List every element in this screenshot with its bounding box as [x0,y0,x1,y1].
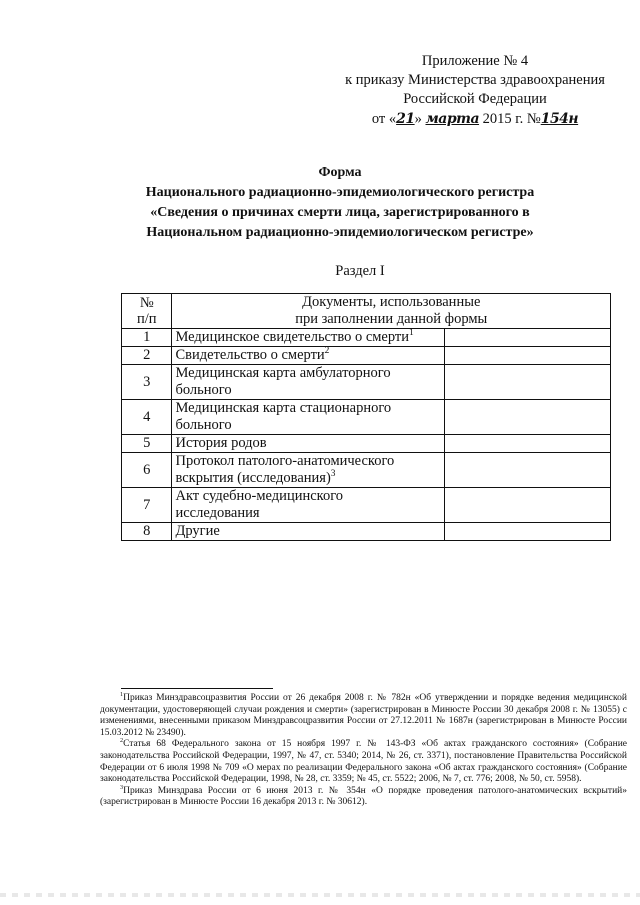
date-mid: » [414,111,422,127]
row-document [172,435,444,453]
row-document [172,523,444,541]
row-document-text: Медицинская карта амбулаторного [175,365,391,381]
footnotes [100,693,627,809]
row-document-text-2: вскрытия (исследования) [175,470,331,486]
row-document-text: Акт судебно-медицинского [175,488,344,504]
row-number: 7 [122,488,172,523]
row-empty-cell [444,329,610,347]
table-row [122,453,611,488]
row-empty-cell [444,347,610,365]
date-day-handwritten: 21 [396,111,415,127]
row-document-text: Свидетельство о смерти [175,347,325,363]
footnote-item [100,693,627,739]
row-document [172,453,444,488]
order-reference: к приказу Министерства здравоохранения [345,72,605,88]
order-date-line [330,110,620,129]
row-empty-cell [444,365,610,400]
footnote-item [100,786,627,809]
header-number-1: № [139,295,154,311]
date-prefix: от « [371,111,397,127]
title-form: Форма [318,165,362,180]
federation-line: Российской Федерации [403,91,547,107]
footnote-item [100,739,627,785]
footnote-ref: 2 [324,346,330,357]
footnote-mark: 1 [120,691,124,698]
documents-table [121,293,611,541]
order-number-handwritten: 154н [540,111,579,127]
table-row [122,435,611,453]
row-document-text: История родов [175,435,267,451]
table-row [122,329,611,347]
row-document [172,347,444,365]
footnote-mark: 2 [120,738,124,745]
row-number: 4 [122,400,172,435]
row-number: 2 [122,347,172,365]
date-year: 2015 г. № [482,111,541,127]
table-row [122,347,611,365]
header-number-cell [122,294,172,329]
table-row [122,400,611,435]
row-document-text: Протокол патолого-анатомического [175,453,395,469]
appendix-header [330,52,620,129]
row-document [172,329,444,347]
appendix-number: Приложение № 4 [421,53,529,69]
row-document-text: Медицинская карта стационарного [175,400,392,416]
row-document-text-2: больного [175,382,232,398]
header-documents-1: Документы, использованные [302,294,481,310]
date-month-handwritten: марта [425,111,480,127]
row-document [172,365,444,400]
row-number: 5 [122,435,172,453]
title-info-2: Национальном радиационно-эпидемиологическом регистре» [146,225,534,240]
table-row [122,488,611,523]
row-document [172,400,444,435]
title-registry: Национального радиационно-эпидемиологического регистра [145,185,535,200]
header-number-2: п/п [136,311,157,327]
table-row [122,523,611,541]
table-header-row [122,294,611,329]
row-empty-cell [444,435,610,453]
row-empty-cell [444,400,610,435]
form-title [60,163,620,243]
footnote-text: Статья 68 Федерального закона от 15 ноября 1997 г. № 143-ФЗ «Об актах гражданского состояния» (Собрание законодательства Российской Федерации, 1997, № 47, ст. 5340; 2014, № 26, ст. 3371), постановление Правительства Российской Федерации от 6 июля 1998 № 709 «О мерах по реализации Федерального закона «Об актах гражданского состояния» (Собрание законодательства Российской Федерации, 1998, № 28, ст. 3359; № 45, ст. 5522; 2006, № 7, ст. 776; 2008, № 50, ст. 5958). [100,739,627,785]
footnote-text: Приказ Минздравсоцразвития России от 26 декабря 2008 г. № 782н «Об утверждении и порядке ведения медицинской документации, удостоверяющей случаи рождения и смерти» (зарегистрирован в Минюсте России 30 декабря 2008 г. № 13055) с изменениями, внесенными приказом Минздравсоцразвития России от 27.12.2011 № 1687н (зарегистрирован в Минюсте России 15.03.2012 № 23490). [100,693,627,738]
row-number: 8 [122,523,172,541]
row-document-text-2: исследования [175,505,260,521]
table-row [122,365,611,400]
row-number: 1 [122,329,172,347]
footnote-ref: 3 [330,469,336,480]
row-document-text: Другие [175,523,220,539]
footnote-text: Приказ Минздрава России от 6 июня 2013 г. № 354н «О порядке проведения патолого-анатомических вскрытий» (зарегистрирован в Минюсте России 16 декабря 2013 г. № 30612). [100,785,627,808]
footnote-mark: 3 [120,784,124,791]
section-title: Раздел I [335,263,385,279]
row-document-text-2: больного [175,417,232,433]
row-number: 6 [122,453,172,488]
row-empty-cell [444,488,610,523]
scan-edge-artifact [0,893,640,897]
title-info-1: «Сведения о причинах смерти лица, зарегистрированного в [150,205,530,220]
footnote-divider [121,688,273,689]
header-documents-cell [172,294,611,329]
row-empty-cell [444,453,610,488]
row-document [172,488,444,523]
row-document-text: Медицинское свидетельство о смерти [175,329,410,345]
footnote-ref: 1 [409,328,414,339]
header-documents-2: при заполнении данной формы [295,311,488,327]
row-empty-cell [444,523,610,541]
row-number: 3 [122,365,172,400]
